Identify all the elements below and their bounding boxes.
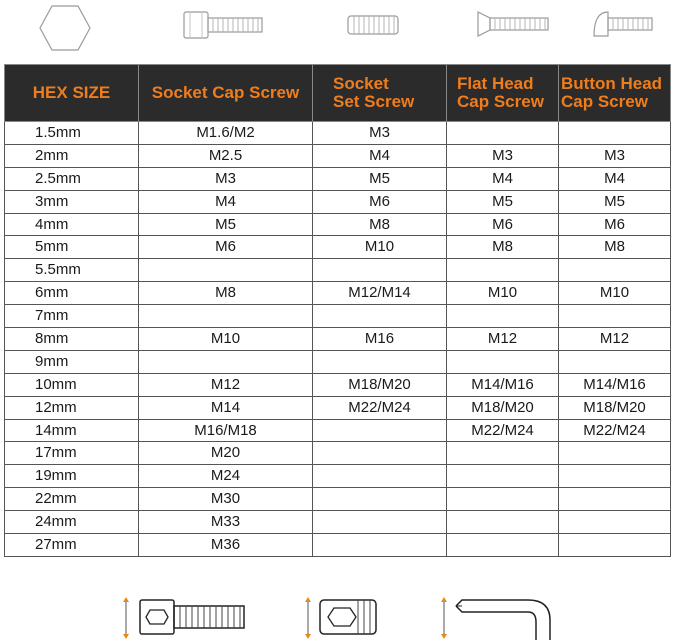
socket-cap-screw-cell: M33 xyxy=(139,511,313,534)
table-header-row xyxy=(5,65,671,122)
socket-cap-screw-cell xyxy=(139,305,313,328)
socket-set-screw-cell: M12/M14 xyxy=(313,282,447,305)
table-row xyxy=(5,236,671,259)
hex-size-cell: 7mm xyxy=(5,305,139,328)
socket-cap-screw-cell: M20 xyxy=(139,442,313,465)
socket-set-screw-cell xyxy=(313,305,447,328)
socket-cap-screw-cell: M6 xyxy=(139,236,313,259)
socket-set-screw-cell xyxy=(313,465,447,488)
socket-cap-screw-cell: M8 xyxy=(139,282,313,305)
socket-cap-screw-cell: M5 xyxy=(139,213,313,236)
button-head-cap-screw-cell xyxy=(559,259,671,282)
flat-head-cap-screw-cell xyxy=(447,350,559,373)
table-row xyxy=(5,488,671,511)
hex-size-cell: 10mm xyxy=(5,373,139,396)
flat-head-cap-screw-cell xyxy=(447,259,559,282)
socket-cap-screw-cell: M10 xyxy=(139,328,313,351)
socket-cap-screw-cell: M16/M18 xyxy=(139,419,313,442)
flat-head-cap-screw-cell: M4 xyxy=(447,167,559,190)
hex-size-cell: 2mm xyxy=(5,144,139,167)
socket-set-screw-cell: M4 xyxy=(313,144,447,167)
flat-head-cap-screw-cell: M10 xyxy=(447,282,559,305)
button-head-cap-screw-cell xyxy=(559,305,671,328)
socket-set-screw-cell: M16 xyxy=(313,328,447,351)
socket-set-screw-cell xyxy=(313,419,447,442)
button-head-cap-screw-cell xyxy=(559,442,671,465)
hex-size-cell: 3mm xyxy=(5,190,139,213)
socket-set-screw-cell xyxy=(313,488,447,511)
hex-size-cell: 12mm xyxy=(5,396,139,419)
header-flat-head-cap-screw: Flat Head Cap Screw xyxy=(447,65,559,122)
socket-set-screw-cell xyxy=(313,442,447,465)
flat-head-cap-screw-cell xyxy=(447,305,559,328)
header-socket-set-screw: Socket Set Screw xyxy=(313,65,447,122)
button-head-cap-screw-cell: M22/M24 xyxy=(559,419,671,442)
table-row xyxy=(5,442,671,465)
socket-cap-screw-cell: M12 xyxy=(139,373,313,396)
table-row xyxy=(5,534,671,557)
socket-cap-screw-cell: M1.6/M2 xyxy=(139,122,313,145)
flat-head-cap-screw-cell xyxy=(447,511,559,534)
table-row xyxy=(5,259,671,282)
table-row xyxy=(5,305,671,328)
button-head-cap-screw-cell xyxy=(559,534,671,557)
header-hex-size: HEX SIZE xyxy=(5,65,139,122)
socket-set-screw-cell: M10 xyxy=(313,236,447,259)
button-head-cap-screw-cell: M4 xyxy=(559,167,671,190)
table-row xyxy=(5,350,671,373)
hex-size-cell: 14mm xyxy=(5,419,139,442)
hex-key-measure-icon xyxy=(432,594,562,640)
flat-head-cap-screw-cell: M18/M20 xyxy=(447,396,559,419)
button-head-cap-screw-cell xyxy=(559,465,671,488)
hex-size-cell: 24mm xyxy=(5,511,139,534)
flat-head-cap-screw-cell: M3 xyxy=(447,144,559,167)
socket-cap-screw-measure-icon xyxy=(114,594,254,640)
table-row xyxy=(5,213,671,236)
table-row xyxy=(5,511,671,534)
button-head-cap-screw-cell: M18/M20 xyxy=(559,396,671,419)
hex-size-cell: 2.5mm xyxy=(5,167,139,190)
hex-size-cell: 22mm xyxy=(5,488,139,511)
socket-cap-screw-cell: M3 xyxy=(139,167,313,190)
button-head-cap-screw-cell: M12 xyxy=(559,328,671,351)
socket-set-screw-cell xyxy=(313,511,447,534)
socket-cap-screw-cell xyxy=(139,259,313,282)
hex-size-cell: 27mm xyxy=(5,534,139,557)
socket-set-screw-cell: M3 xyxy=(313,122,447,145)
hex-size-cell: 17mm xyxy=(5,442,139,465)
flat-head-cap-screw-icon xyxy=(476,10,552,38)
hex-size-cell: 5.5mm xyxy=(5,259,139,282)
button-head-cap-screw-icon xyxy=(592,10,656,38)
socket-cap-screw-cell: M2.5 xyxy=(139,144,313,167)
socket-set-screw-icon xyxy=(346,14,400,36)
socket-set-screw-cell: M5 xyxy=(313,167,447,190)
flat-head-cap-screw-cell: M14/M16 xyxy=(447,373,559,396)
socket-set-screw-cell: M22/M24 xyxy=(313,396,447,419)
socket-cap-screw-cell: M14 xyxy=(139,396,313,419)
flat-head-cap-screw-cell: M22/M24 xyxy=(447,419,559,442)
flat-head-cap-screw-cell: M5 xyxy=(447,190,559,213)
table-row xyxy=(5,328,671,351)
socket-cap-screw-cell: M36 xyxy=(139,534,313,557)
table-row xyxy=(5,144,671,167)
button-head-cap-screw-cell: M5 xyxy=(559,190,671,213)
flat-head-cap-screw-cell: M8 xyxy=(447,236,559,259)
socket-set-screw-cell: M18/M20 xyxy=(313,373,447,396)
socket-cap-screw-icon xyxy=(182,8,266,40)
socket-set-screw-cell xyxy=(313,259,447,282)
table-row xyxy=(5,122,671,145)
table-row xyxy=(5,167,671,190)
hex-size-cell: 9mm xyxy=(5,350,139,373)
button-head-cap-screw-cell: M10 xyxy=(559,282,671,305)
table-row xyxy=(5,419,671,442)
flat-head-cap-screw-cell: M6 xyxy=(447,213,559,236)
button-head-cap-screw-cell: M3 xyxy=(559,144,671,167)
socket-cap-screw-cell: M24 xyxy=(139,465,313,488)
header-button-head-cap-screw: Button Head Cap Screw xyxy=(559,65,671,122)
table-row xyxy=(5,373,671,396)
flat-head-cap-screw-cell xyxy=(447,534,559,557)
table-row xyxy=(5,282,671,305)
button-head-cap-screw-cell xyxy=(559,122,671,145)
button-head-cap-screw-cell: M14/M16 xyxy=(559,373,671,396)
button-head-cap-screw-cell xyxy=(559,511,671,534)
hex-size-cell: 4mm xyxy=(5,213,139,236)
socket-set-screw-cell xyxy=(313,534,447,557)
hex-size-cell: 5mm xyxy=(5,236,139,259)
flat-head-cap-screw-cell: M12 xyxy=(447,328,559,351)
hex-key-icon xyxy=(38,4,92,52)
set-screw-measure-icon xyxy=(296,594,382,640)
socket-set-screw-cell xyxy=(313,350,447,373)
button-head-cap-screw-cell: M6 xyxy=(559,213,671,236)
button-head-cap-screw-cell xyxy=(559,488,671,511)
flat-head-cap-screw-cell xyxy=(447,465,559,488)
hex-size-cell: 19mm xyxy=(5,465,139,488)
hex-size-table xyxy=(4,64,671,557)
table-row xyxy=(5,190,671,213)
flat-head-cap-screw-cell xyxy=(447,442,559,465)
hex-size-cell: 1.5mm xyxy=(5,122,139,145)
socket-cap-screw-cell: M4 xyxy=(139,190,313,213)
socket-set-screw-cell: M8 xyxy=(313,213,447,236)
button-head-cap-screw-cell xyxy=(559,350,671,373)
flat-head-cap-screw-cell xyxy=(447,488,559,511)
hex-size-cell: 6mm xyxy=(5,282,139,305)
socket-set-screw-cell: M6 xyxy=(313,190,447,213)
table-row xyxy=(5,396,671,419)
socket-cap-screw-cell xyxy=(139,350,313,373)
hex-size-cell: 8mm xyxy=(5,328,139,351)
table-row xyxy=(5,465,671,488)
flat-head-cap-screw-cell xyxy=(447,122,559,145)
button-head-cap-screw-cell: M8 xyxy=(559,236,671,259)
socket-cap-screw-cell: M30 xyxy=(139,488,313,511)
header-socket-cap-screw: Socket Cap Screw xyxy=(139,65,313,122)
